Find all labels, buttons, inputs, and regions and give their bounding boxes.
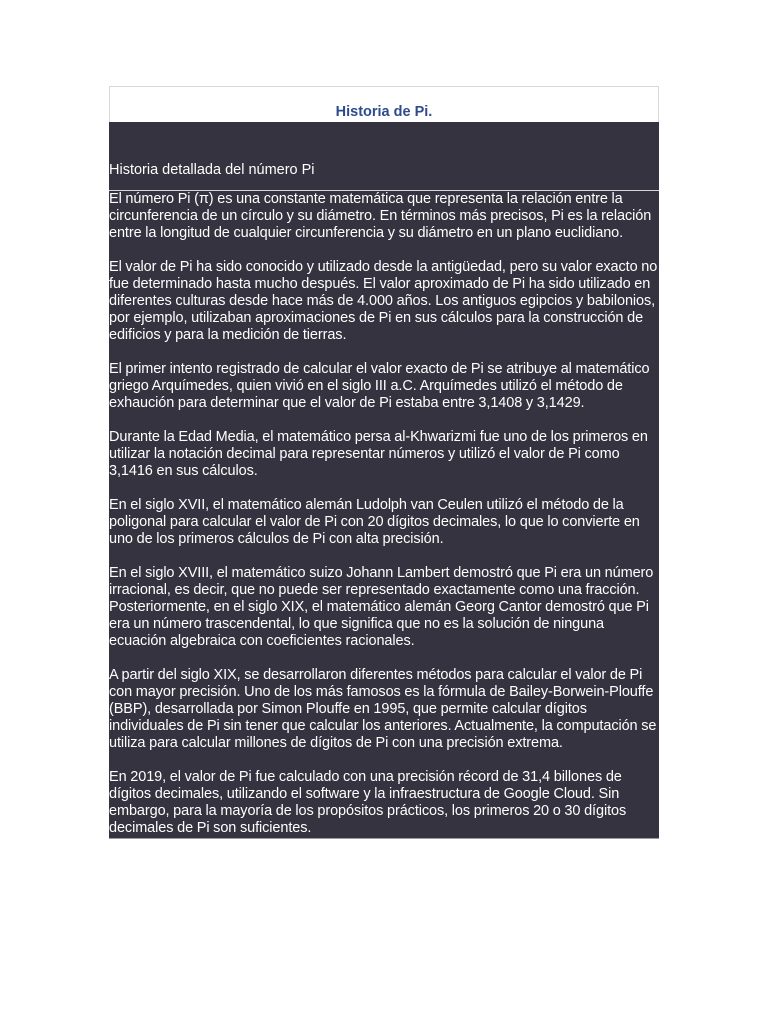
paragraph-19th-century: A partir del siglo XIX, se desarrollaron diferentes métodos para calcular el valor de Pi con mayor precisión. Uno de los más famosos es la fórmula de Bailey-Borwein-Plouffe (BBP), desarrollada por Simon Plouffe en 1995, que permite calcular dígitos individuales de Pi sin tener que calcular los anteriores. Actualmente, la computación se utiliza para calcular millones de dígitos de Pi con una precisión extrema. <box>109 667 657 751</box>
body-cell <box>109 191 659 839</box>
page-subtitle: Historia detallada del número Pi <box>109 162 315 178</box>
page-title: Historia de Pi. <box>335 104 433 120</box>
paragraph-17th-century: En el siglo XVII, el matemático alemán Ludolph van Ceulen utilizó el método de la poligonal para calcular el valor de Pi con 20 dígitos decimales, lo que lo convierte en uno de los primeros cálculos de Pi con alta precisión. <box>109 497 640 547</box>
title-cell <box>109 86 659 122</box>
paragraph-antiquity: El valor de Pi ha sido conocido y utilizado desde la antigüedad, pero su valor exacto no fue determinado hasta mucho después. El valor aproximado de Pi ha sido utilizado en diferentes culturas desde hace más de 4.000 años. Los antiguos egipcios y babilonios, por ejemplo, utilizaban aproximaciones de Pi en sus cálculos para la construcción de edificios y para la medición de tierras. <box>109 259 658 343</box>
subtitle-cell <box>109 122 659 191</box>
paragraph-definition: El número Pi (π) es una constante matemática que representa la relación entre la circunferencia de un círculo y su diámetro. En términos más precisos, Pi es la relación entre la longitud de cualquier circunferencia y su diámetro en un plano euclidiano. <box>109 191 652 241</box>
paragraph-middle-ages: Durante la Edad Media, el matemático persa al-Khwarizmi fue uno de los primeros en utilizar la notación decimal para representar números y utilizó el valor de Pi como 3,1416 en sus cálculos. <box>109 429 648 479</box>
paragraph-archimedes: El primer intento registrado de calcular el valor exacto de Pi se atribuye al matemático griego Arquímedes, quien vivió en el siglo III a.C. Arquímedes utilizó el método de exhaución para determinar que el valor de Pi estaba entre 3,1408 y 3,1429. <box>109 361 650 411</box>
paragraph-2019-record: En 2019, el valor de Pi fue calculado con una precisión récord de 31,4 billones de dígitos decimales, utilizando el software y la infraestructura de Google Cloud. Sin embargo, para la mayoría de los propósitos prácticos, los primeros 20 o 30 dígitos decimales de Pi son suficientes. <box>109 769 627 836</box>
content-table <box>109 86 659 839</box>
paragraph-18th-century: En el siglo XVIII, el matemático suizo Johann Lambert demostró que Pi era un número irracional, es decir, que no puede ser representado exactamente como una fracción. Posteriormente, en el siglo XIX, el matemático alemán Georg Cantor demostró que Pi era un número trascendental, lo que significa que no es la solución de ninguna ecuación algebraica con coeficientes racionales. <box>109 565 654 649</box>
